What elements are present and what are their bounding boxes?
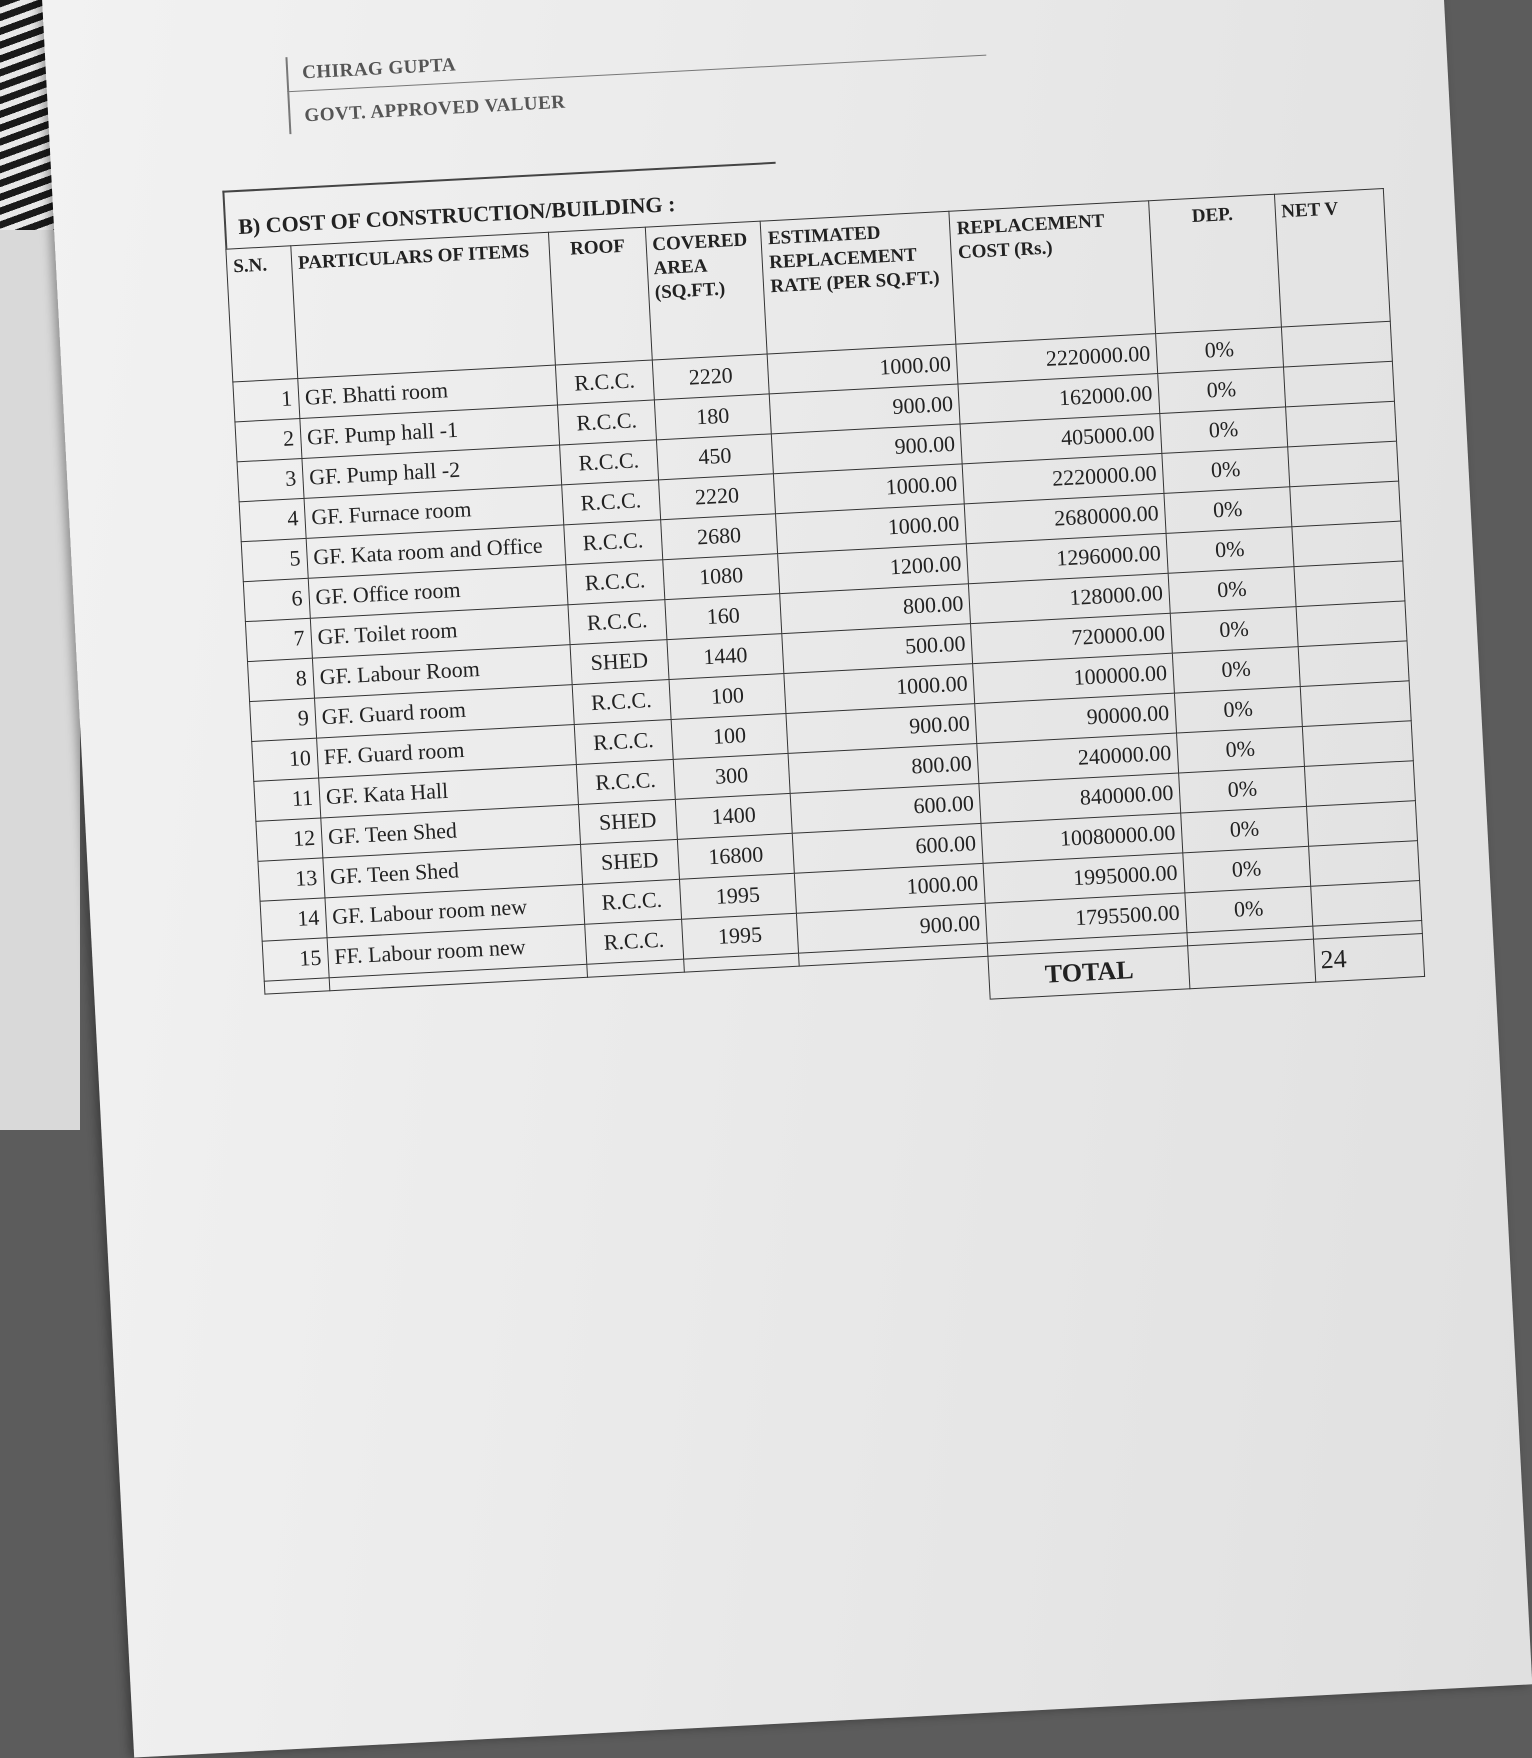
row-net-value — [1308, 841, 1419, 887]
row-covered-area: 1400 — [675, 793, 793, 839]
row-serial-number: 7 — [245, 618, 312, 661]
row-particulars: GF. Furnace room — [304, 485, 564, 538]
row-covered-area: 1080 — [662, 554, 780, 600]
row-roof-type: R.C.C. — [560, 440, 659, 485]
row-roof-type: R.C.C. — [585, 919, 684, 964]
section-title: B) COST OF CONSTRUCTION/BUILDING : — [222, 162, 778, 249]
column-header-particulars: PARTICULARS OF ITEMS — [291, 232, 556, 378]
row-particulars: FF. Labour room new — [327, 924, 587, 977]
row-depreciation: 0% — [1175, 687, 1302, 734]
row-particulars: GF. Pump hall -2 — [302, 445, 562, 498]
row-replacement-cost: 2220000.00 — [956, 334, 1158, 384]
row-net-value — [1296, 601, 1407, 647]
row-serial-number: 6 — [243, 578, 310, 621]
row-replacement-rate: 1000.00 — [767, 344, 958, 394]
row-roof-type: R.C.C. — [572, 680, 671, 725]
row-serial-number: 2 — [235, 419, 302, 462]
row-roof-type: R.C.C. — [583, 879, 682, 924]
row-serial-number: 5 — [241, 538, 308, 581]
row-particulars: GF. Guard room — [314, 685, 574, 738]
row-replacement-cost: 162000.00 — [958, 374, 1160, 424]
row-covered-area: 16800 — [677, 833, 795, 879]
row-roof-type: SHED — [578, 799, 677, 844]
row-replacement-cost: 405000.00 — [961, 414, 1163, 464]
row-covered-area: 450 — [656, 434, 774, 480]
row-replacement-rate: 900.00 — [770, 384, 961, 434]
row-particulars: GF. Teen Shed — [321, 804, 581, 857]
row-replacement-cost: 2220000.00 — [963, 453, 1165, 503]
row-replacement-cost: 840000.00 — [979, 773, 1181, 823]
row-net-value — [1281, 321, 1392, 367]
row-serial-number: 4 — [239, 498, 306, 541]
row-net-value — [1306, 801, 1417, 847]
row-particulars: GF. Pump hall -1 — [300, 405, 560, 458]
row-depreciation: 0% — [1162, 447, 1289, 494]
row-replacement-cost: 720000.00 — [971, 613, 1173, 663]
row-replacement-rate: 1000.00 — [774, 464, 965, 514]
row-replacement-cost: 2680000.00 — [965, 493, 1167, 543]
row-serial-number: 12 — [256, 818, 323, 861]
row-particulars: GF. Kata room and Office — [306, 525, 566, 578]
row-replacement-cost: 90000.00 — [975, 693, 1177, 743]
row-replacement-cost: 10080000.00 — [981, 813, 1183, 863]
row-serial-number: 15 — [262, 938, 329, 981]
letterhead — [285, 21, 988, 135]
row-net-value — [1289, 481, 1400, 527]
row-replacement-rate: 500.00 — [782, 624, 973, 674]
cost-table-section — [222, 130, 1425, 1038]
row-covered-area: 160 — [664, 594, 782, 640]
row-replacement-rate: 900.00 — [786, 704, 977, 754]
row-covered-area: 180 — [654, 394, 772, 440]
column-header-dep: DEP. — [1149, 194, 1281, 333]
row-covered-area: 1995 — [679, 873, 797, 919]
row-covered-area: 300 — [673, 753, 791, 799]
row-roof-type: R.C.C. — [576, 759, 675, 804]
row-replacement-rate: 900.00 — [772, 424, 963, 474]
row-particulars: GF. Teen Shed — [323, 844, 583, 897]
row-covered-area: 2220 — [658, 474, 776, 520]
row-roof-type: R.C.C. — [568, 600, 667, 645]
row-depreciation: 0% — [1158, 367, 1285, 414]
column-header-covered-area: COVERED AREA (SQ.FT.) — [645, 221, 768, 360]
row-particulars: FF. Guard room — [316, 725, 576, 778]
total-value: 24 — [1313, 933, 1425, 982]
row-roof-type: R.C.C. — [566, 560, 665, 605]
column-header-replacement-cost: REPLACEMENT COST (Rs.) — [949, 201, 1155, 344]
row-particulars: GF. Kata Hall — [318, 765, 578, 818]
row-depreciation: 0% — [1185, 886, 1312, 933]
row-particulars: GF. Bhatti room — [298, 365, 558, 418]
row-net-value — [1304, 761, 1415, 807]
corner-stamp — [1318, 0, 1444, 3]
row-replacement-cost: 240000.00 — [977, 733, 1179, 783]
valuer-designation: GOVT. APPROVED VALUER — [287, 56, 988, 135]
row-net-value — [1300, 681, 1411, 727]
row-replacement-rate: 600.00 — [793, 823, 984, 873]
column-header-net-value: NET V — [1274, 189, 1390, 328]
row-replacement-cost: 1795500.00 — [986, 893, 1188, 943]
row-serial-number: 9 — [250, 698, 317, 741]
row-roof-type: R.C.C. — [564, 520, 663, 565]
row-serial-number: 11 — [254, 778, 321, 821]
row-replacement-rate: 1200.00 — [778, 544, 969, 594]
column-header-sn: S.N. — [226, 246, 298, 382]
row-roof-type: R.C.C. — [562, 480, 661, 525]
row-depreciation: 0% — [1181, 806, 1308, 853]
table-body — [233, 321, 1422, 981]
row-roof-type: R.C.C. — [574, 720, 673, 765]
row-covered-area: 1440 — [667, 634, 785, 680]
row-net-value — [1302, 721, 1413, 767]
row-depreciation: 0% — [1183, 846, 1310, 893]
row-depreciation: 0% — [1170, 607, 1297, 654]
row-roof-type: SHED — [570, 640, 669, 685]
row-replacement-rate: 800.00 — [788, 744, 979, 794]
row-depreciation: 0% — [1156, 327, 1283, 374]
row-depreciation: 0% — [1173, 647, 1300, 694]
row-replacement-rate: 1000.00 — [784, 664, 975, 714]
row-replacement-cost: 128000.00 — [969, 573, 1171, 623]
row-particulars: GF. Labour room new — [325, 884, 585, 937]
row-replacement-cost: 100000.00 — [973, 653, 1175, 703]
row-depreciation: 0% — [1160, 407, 1287, 454]
row-covered-area: 100 — [669, 674, 787, 720]
column-header-roof: ROOF — [548, 227, 651, 365]
row-net-value — [1287, 441, 1398, 487]
row-serial-number: 13 — [258, 858, 325, 901]
row-serial-number: 8 — [248, 658, 315, 701]
row-replacement-rate: 800.00 — [780, 584, 971, 634]
total-dep-cell — [1188, 939, 1315, 989]
row-net-value — [1283, 361, 1394, 407]
row-particulars: GF. Office room — [308, 565, 568, 618]
row-roof-type: SHED — [580, 839, 679, 884]
row-depreciation: 0% — [1166, 527, 1293, 574]
row-covered-area: 2680 — [660, 514, 778, 560]
row-net-value — [1310, 881, 1421, 927]
row-particulars: GF. Labour Room — [312, 645, 572, 698]
row-replacement-rate: 900.00 — [797, 903, 988, 953]
total-label: TOTAL — [988, 946, 1190, 999]
row-net-value — [1298, 641, 1409, 687]
cost-table — [225, 188, 1425, 1038]
row-depreciation: 0% — [1177, 727, 1304, 774]
column-header-rate: ESTIMATED REPLACEMENT RATE (PER SQ.FT.) — [761, 211, 957, 354]
row-serial-number: 1 — [233, 379, 300, 422]
row-depreciation: 0% — [1168, 567, 1295, 614]
row-replacement-rate: 1000.00 — [776, 504, 967, 554]
row-depreciation: 0% — [1164, 487, 1291, 534]
row-replacement-cost: 1995000.00 — [984, 853, 1186, 903]
row-roof-type: R.C.C. — [555, 360, 654, 405]
row-serial-number: 3 — [237, 458, 304, 501]
row-roof-type: R.C.C. — [557, 400, 656, 445]
row-net-value — [1291, 521, 1402, 567]
row-net-value — [1285, 401, 1396, 447]
row-serial-number: 14 — [260, 898, 327, 941]
row-net-value — [1293, 561, 1404, 607]
row-serial-number: 10 — [252, 738, 319, 781]
row-covered-area: 2220 — [652, 354, 770, 400]
row-particulars: GF. Toilet room — [310, 605, 570, 658]
valuer-name: CHIRAG GUPTA — [285, 21, 986, 93]
row-replacement-rate: 1000.00 — [795, 863, 986, 913]
row-covered-area: 1995 — [681, 913, 799, 959]
row-depreciation: 0% — [1179, 766, 1306, 813]
row-replacement-rate: 600.00 — [791, 783, 982, 833]
row-covered-area: 100 — [671, 713, 789, 759]
row-replacement-cost: 1296000.00 — [967, 533, 1169, 583]
document-page — [40, 0, 1532, 1758]
